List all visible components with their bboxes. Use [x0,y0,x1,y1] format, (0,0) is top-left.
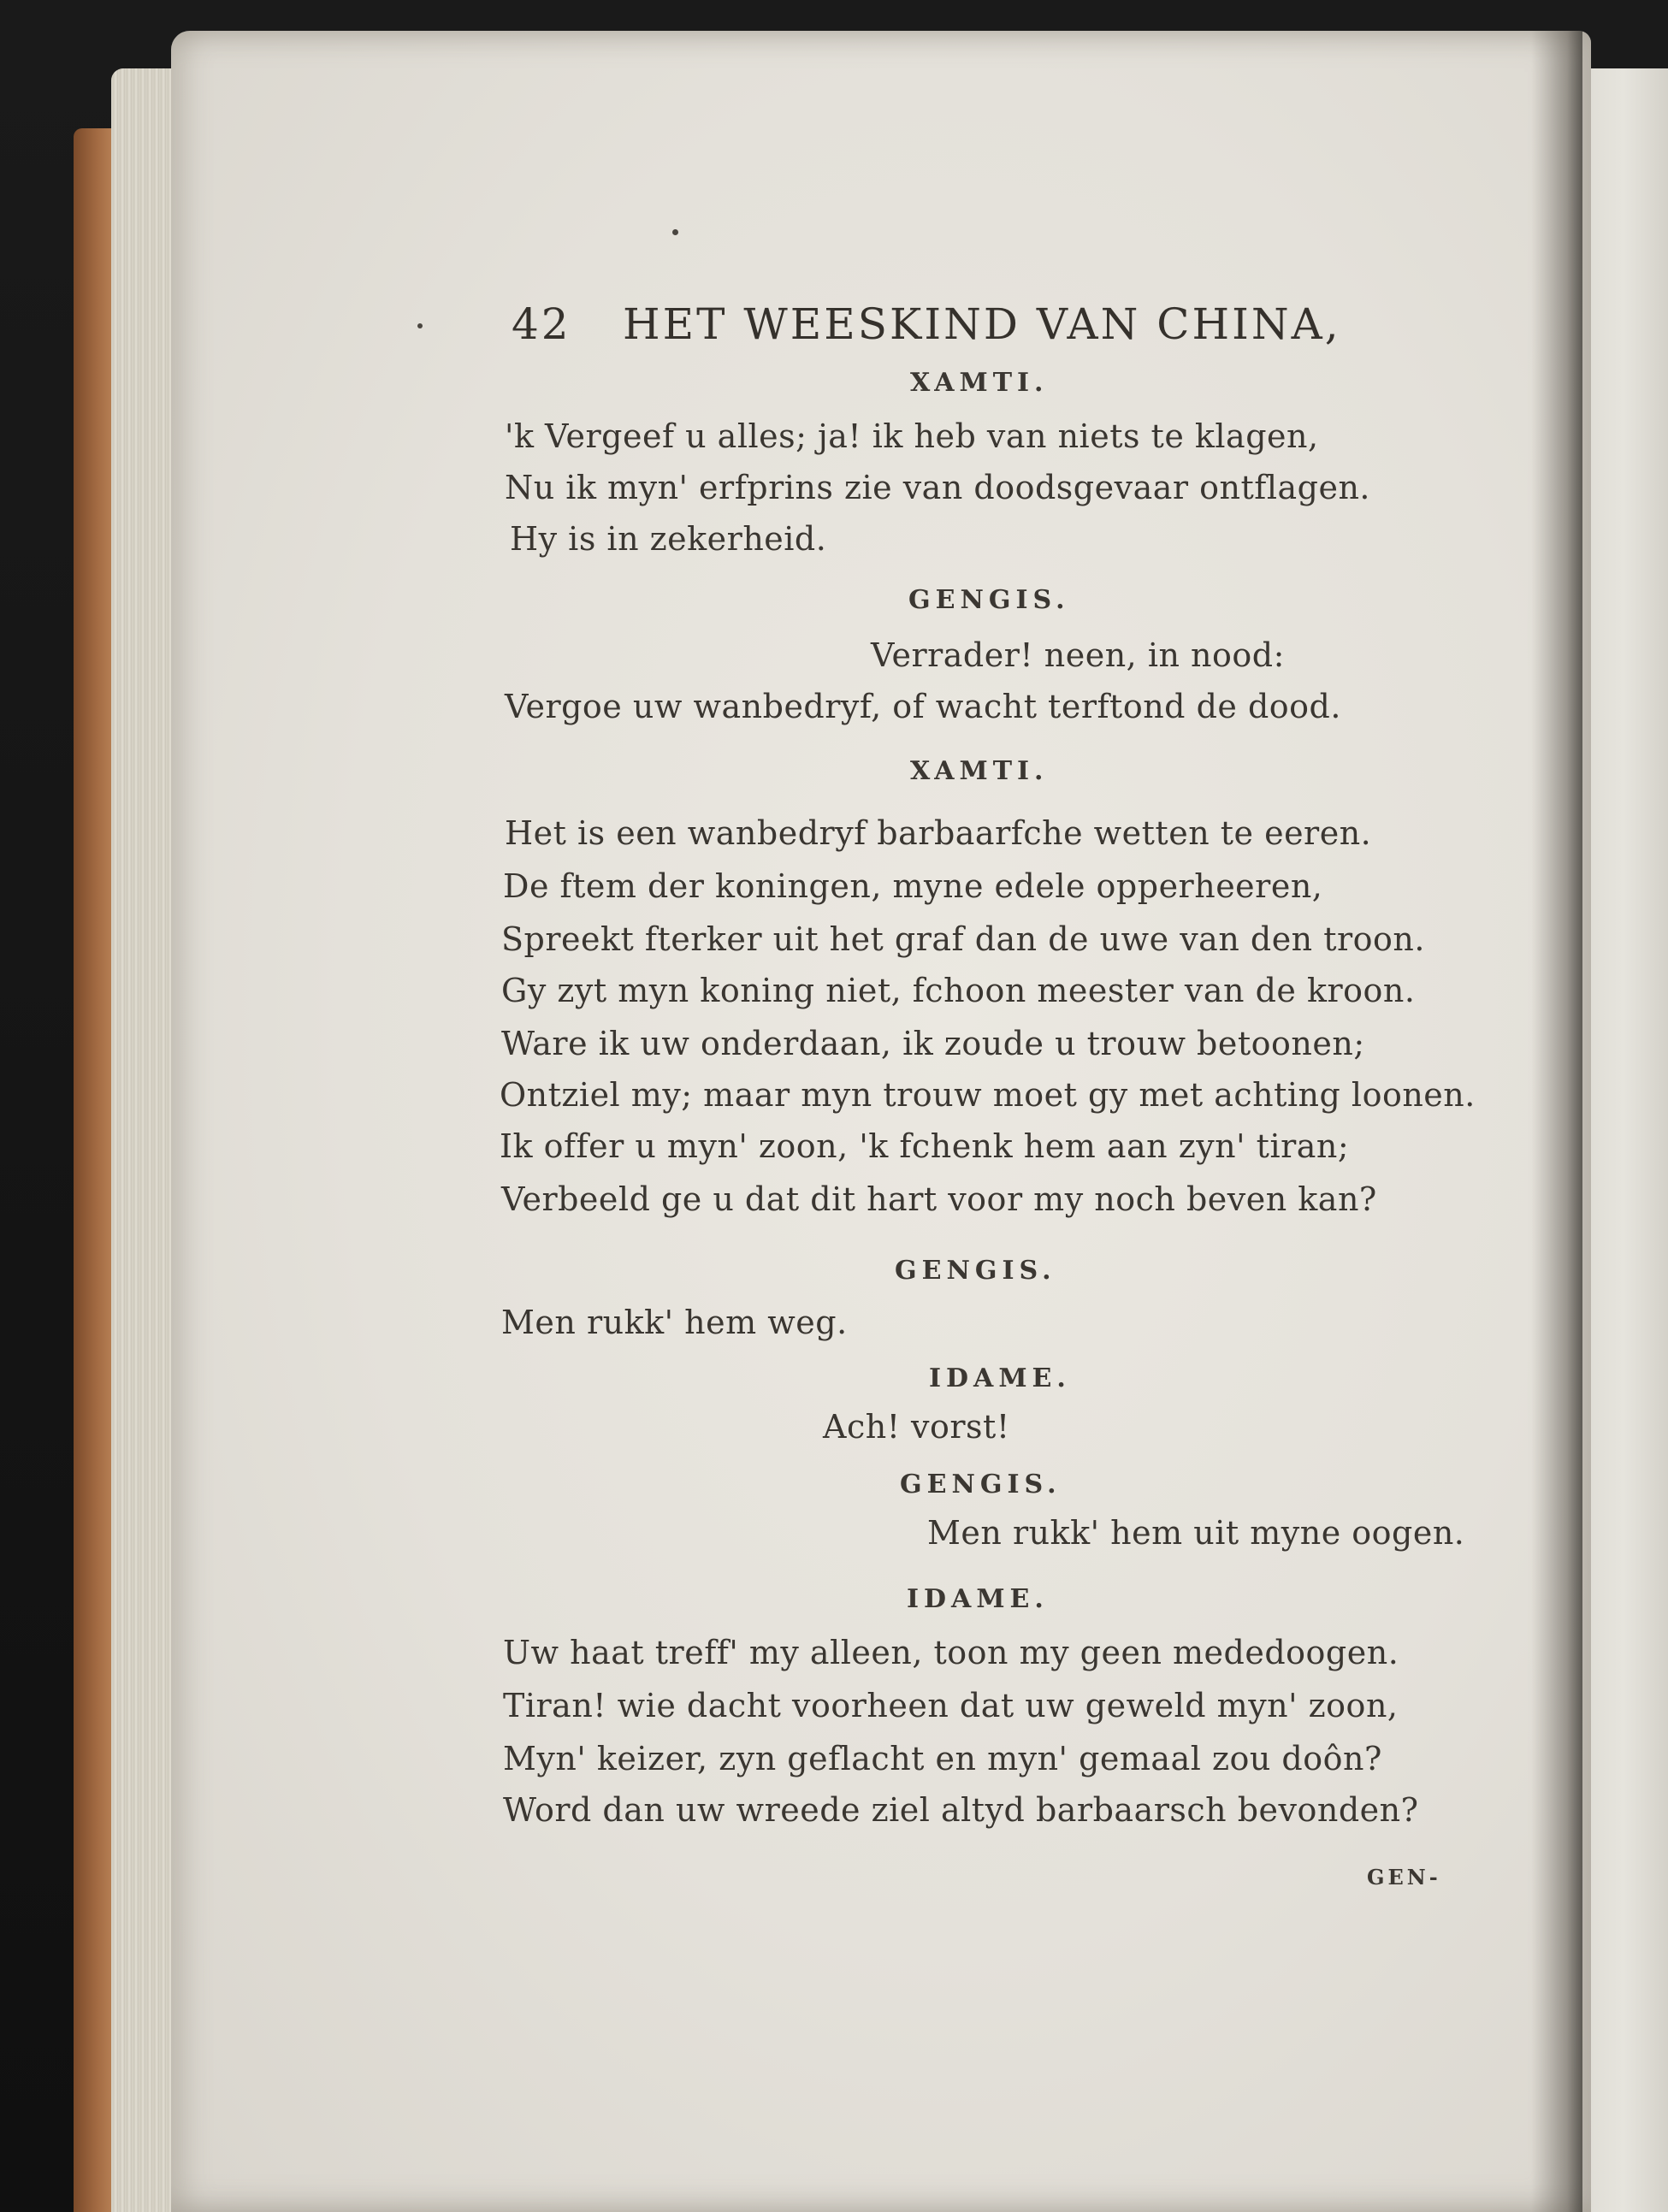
verse-line: Hy is in zekerheid. [510,520,827,558]
verse-line: Tiran! wie dacht voorheen dat uw geweld myn' zoon, [503,1687,1399,1724]
verse-line: Men rukk' hem uit myne oogen. [927,1514,1465,1552]
verse-line: Verrader! neen, in nood: [871,636,1285,674]
verse-line: Uw haat treff' my alleen, toon my geen mededoogen. [503,1634,1399,1671]
ink-speck [672,229,678,235]
verse-line: Verbeeld ge u dat dit hart voor my noch beven kan? [501,1180,1377,1218]
verse-line: Nu ik myn' erfprins zie van doodsgevaar ontflagen. [505,469,1370,506]
verse-line: De ftem der koningen, myne edele opperheeren, [503,867,1323,905]
speaker-name: GENGIS. [908,585,1070,615]
verse-line: Men rukk' hem weg. [501,1304,848,1341]
verse-line: Het is een wanbedryf barbaarfche wetten te eeren. [505,814,1372,852]
verse-line: Ik offer u myn' zoon, 'k fchenk hem aan zyn' tiran; [500,1127,1350,1165]
speaker-name: GENGIS. [895,1256,1056,1286]
speaker-name: GENGIS. [900,1470,1062,1499]
verse-line: 'k Vergeef u alles; ja! ik heb van niets te klagen, [505,417,1319,455]
speaker-name: XAMTI. [910,368,1049,398]
verse-line: Vergoe uw wanbedryf, of wacht terftond de dood. [505,688,1341,725]
verse-line: Ontziel my; maar myn trouw moet gy met achting loonen. [500,1076,1476,1114]
verse-line: Ware ik uw onderdaan, ik zoude u trouw betoonen; [501,1025,1365,1062]
verse-line: Word dan uw wreede ziel altyd barbaarsch bevonden? [503,1791,1419,1829]
speaker-name: XAMTI. [910,756,1049,786]
verse-line: Spreekt fterker uit het graf dan de uwe van den troon. [501,920,1425,958]
speaker-name: IDAME. [929,1363,1071,1393]
running-header [512,291,1375,359]
ink-speck [417,323,423,328]
verse-line: Myn' keizer, zyn geflacht en myn' gemaal zou doôn? [503,1740,1382,1777]
gutter-shadow [1531,31,1582,2212]
page-number: 42 [512,299,571,349]
verse-line: Gy zyt myn koning niet, fchoon meester van de kroon. [501,972,1416,1009]
speaker-name: IDAME. [907,1584,1049,1614]
verse-line: Ach! vorst! [823,1408,1010,1446]
catchword: GEN- [1367,1865,1441,1890]
running-title: HET WEESKIND VAN CHINA, [623,299,1341,349]
